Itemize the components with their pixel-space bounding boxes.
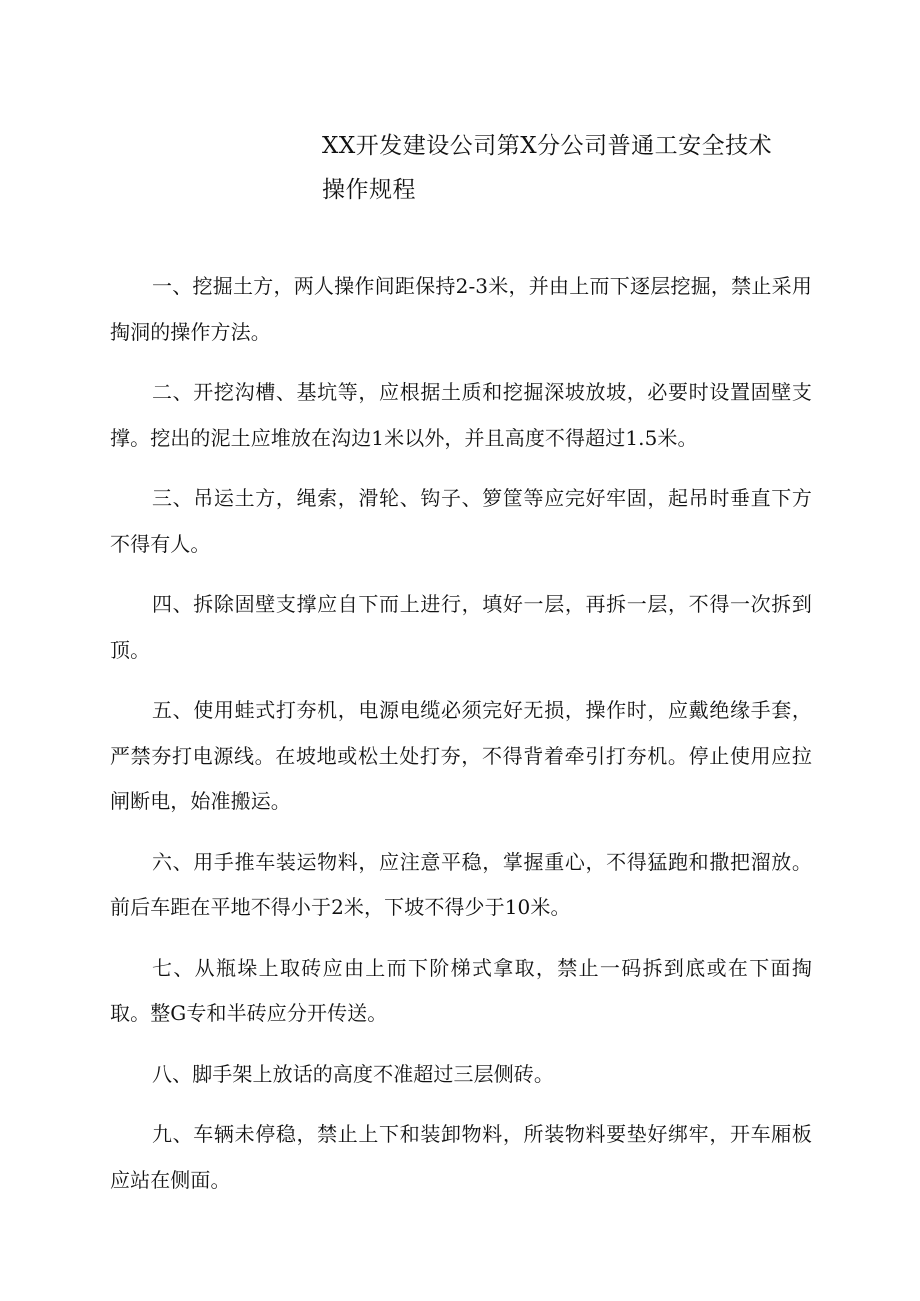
title-line-2: 操作规程 (322, 177, 416, 203)
paragraph-1: 一、挖掘土方，两人操作间距保持2-3米，并由上而下逐层挖掘，禁止采用掏洞的操作方法。 (110, 274, 812, 344)
paragraph-3: 三、吊运土方，绳索，滑轮、钩子、箩筐等应完好牢固，起吊时垂直下方不得有人。 (110, 486, 812, 556)
paragraph-7: 七、从瓶垛上取砖应由上而下阶梯式拿取，禁止一码拆到底或在下面掏取。整G专和半砖应分开传送。 (110, 955, 812, 1025)
paragraph-6: 六、用手推车装运物料，应注意平稳，掌握重心，不得猛跑和撒把溜放。前后车距在平地不得小于2米，下坡不得少于10米。 (110, 849, 812, 919)
paragraph-5: 五、使用蛙式打夯机，电源电缆必须完好无损，操作时，应戴绝缘手套，严禁夯打电源线。在坡地或松土处打夯，不得背着牵引打夯机。停止使用应拉闸断电，始准搬运。 (110, 698, 812, 813)
paragraph-8: 八、脚手架上放话的高度不准超过三层侧砖。 (152, 1061, 554, 1086)
paragraph-4: 四、拆除固壁支撑应自下而上进行，填好一层，再拆一层，不得一次拆到顶。 (110, 592, 812, 662)
document-body (110, 264, 812, 1218)
paragraph-9: 九、车辆未停稳，禁止上下和装卸物料，所装物料要垫好绑牢，开车厢板应站在侧面。 (110, 1122, 812, 1192)
paragraph-2: 二、开挖沟槽、基坑等，应根据土质和挖掘深坡放坡，必要时设置固壁支撑。挖出的泥土应堆放在沟边1米以外，并且高度不得超过1.5米。 (110, 380, 812, 450)
title-line-1: XX开发建设公司第X分公司普通工安全技术 (322, 133, 773, 159)
document-title (322, 124, 822, 212)
